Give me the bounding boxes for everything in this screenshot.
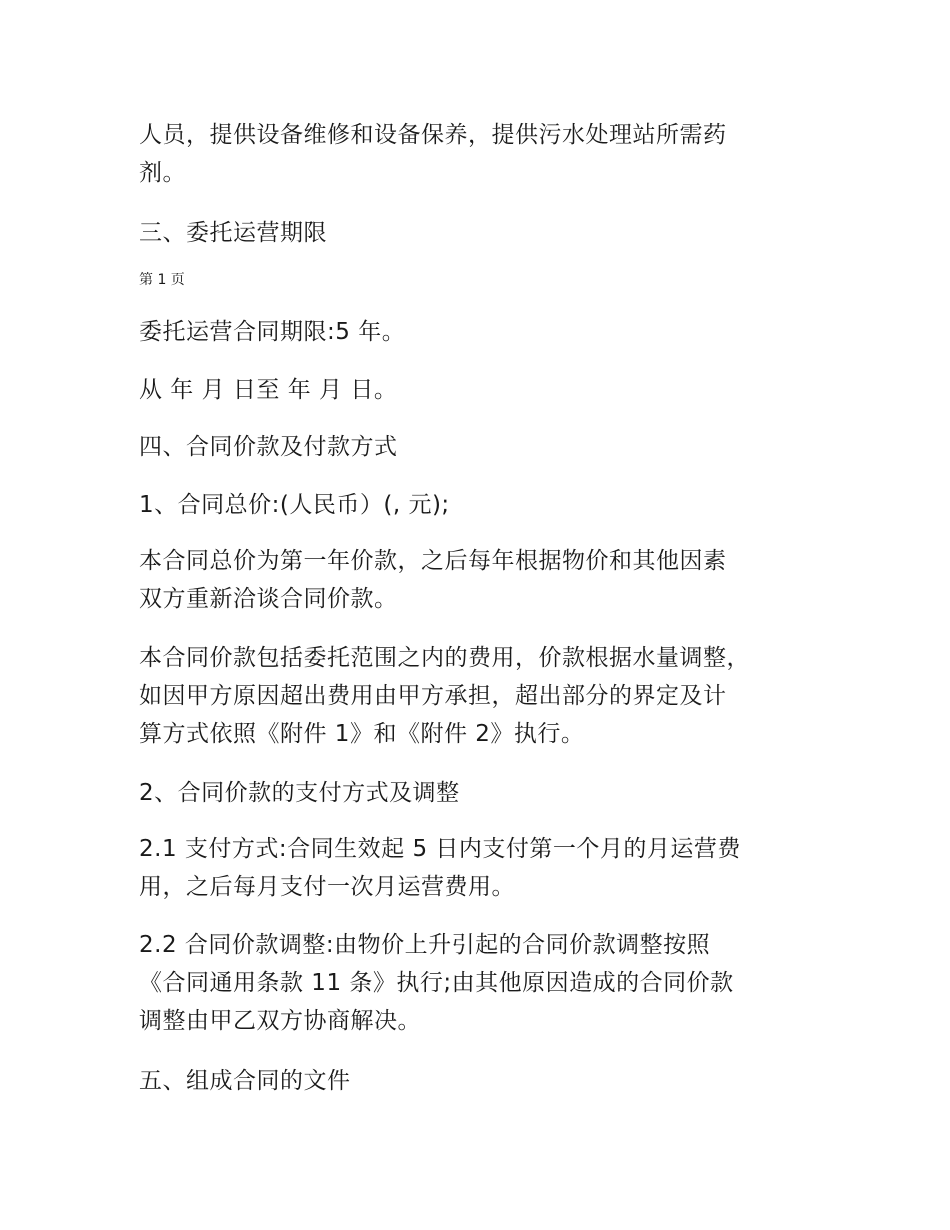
text-line: 2.2 合同价款调整:由物价上升引起的合同价款调整按照: [139, 932, 711, 958]
contract-term: 委托运营合同期限:5 年。: [139, 319, 406, 345]
section-heading-3: 三、委托运营期限: [139, 220, 327, 246]
text-line: 本合同价款包括委托范围之内的费用，价款根据水量调整，: [139, 645, 750, 671]
text-line: 如因甲方原因超出费用由甲方承担，超出部分的界定及计: [139, 683, 727, 709]
text-line: 调整由甲乙双方协商解决。: [139, 1008, 421, 1034]
text-line: 本合同总价为第一年价款，之后每年根据物价和其他因素: [139, 548, 727, 574]
section-heading-4: 四、合同价款及付款方式: [139, 434, 398, 460]
page-number-label: 第 1 页: [139, 272, 185, 288]
text-line: 双方重新洽谈合同价款。: [139, 586, 398, 612]
paragraph-first-year-price: [139, 542, 829, 618]
text-line: 算方式依照《附件 1》和《附件 2》执行。: [139, 721, 585, 747]
text-line: 2.1 支付方式:合同生效起 5 日内支付第一个月的月运营费: [139, 836, 741, 862]
text-line: 人员，提供设备维修和设备保养，提供污水处理站所需药: [139, 122, 727, 148]
paragraph-price-scope: [139, 639, 829, 753]
text-line: 《合同通用条款 11 条》执行;由其他原因造成的合同价款: [139, 970, 734, 996]
section-heading-5: 五、组成合同的文件: [139, 1068, 351, 1094]
contract-dates: 从 年 月 日至 年 月 日。: [139, 377, 398, 403]
item-total-price: 1、合同总价:(人民币）(, 元);: [139, 492, 450, 518]
paragraph-price-adjustment: [139, 926, 829, 1040]
item-payment-method: 2、合同价款的支付方式及调整: [139, 780, 460, 806]
text-line: 剂。: [139, 160, 186, 186]
text-line: 用，之后每月支付一次月运营费用。: [139, 874, 515, 900]
paragraph-payment-method: [139, 830, 829, 906]
paragraph-scope-continuation: [139, 116, 829, 192]
